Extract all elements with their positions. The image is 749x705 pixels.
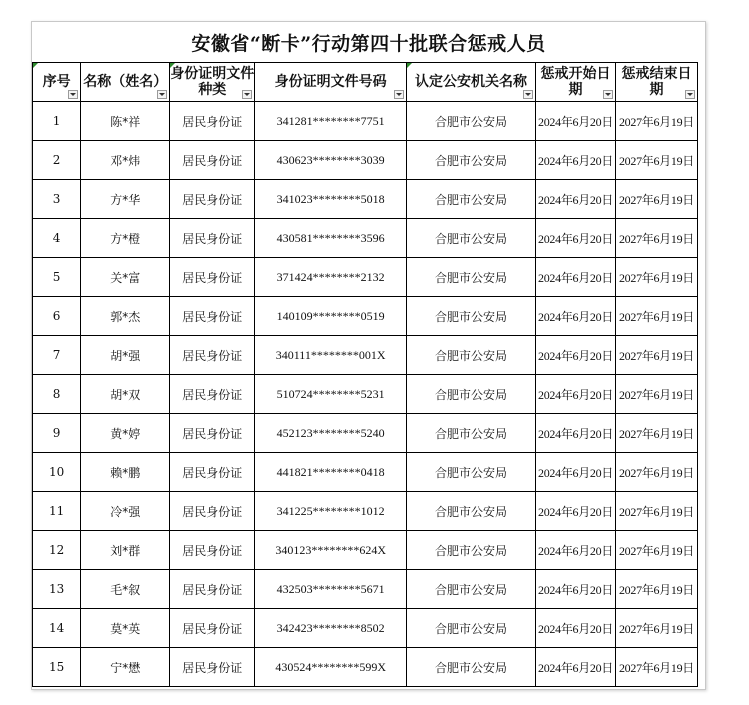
- cell-name[interactable]: 刘*群: [81, 531, 170, 570]
- cell-agency[interactable]: 合肥市公安局: [406, 609, 535, 648]
- cell-agency[interactable]: 合肥市公安局: [406, 375, 535, 414]
- cell-id-type[interactable]: 居民身份证: [170, 336, 255, 375]
- cell-agency[interactable]: 合肥市公安局: [406, 180, 535, 219]
- cell-id-number[interactable]: 340111********001X: [255, 336, 407, 375]
- filter-dropdown-icon[interactable]: [603, 90, 613, 99]
- header-seq-label: 序号: [42, 74, 71, 90]
- cell-start-date[interactable]: 2024年6月20日: [536, 336, 616, 375]
- header-start-date: [536, 63, 616, 102]
- cell-start-date[interactable]: 2024年6月20日: [536, 258, 616, 297]
- header-id-number: [255, 63, 407, 102]
- cell-start-date[interactable]: 2024年6月20日: [536, 609, 616, 648]
- cell-seq[interactable]: 11: [33, 492, 81, 531]
- corner-indicator-icon: [33, 63, 38, 68]
- cell-seq[interactable]: 1: [33, 102, 81, 141]
- cell-start-date[interactable]: 2024年6月20日: [536, 375, 616, 414]
- cell-name[interactable]: 莫*英: [81, 609, 170, 648]
- cell-agency[interactable]: 合肥市公安局: [406, 141, 535, 180]
- cell-id-type[interactable]: 居民身份证: [170, 141, 255, 180]
- cell-agency[interactable]: 合肥市公安局: [406, 570, 535, 609]
- cell-end-date[interactable]: 2027年6月19日: [615, 219, 697, 258]
- cell-seq[interactable]: 3: [33, 180, 81, 219]
- cell-id-type[interactable]: 居民身份证: [170, 453, 255, 492]
- cell-agency[interactable]: 合肥市公安局: [406, 453, 535, 492]
- cell-start-date[interactable]: 2024年6月20日: [536, 102, 616, 141]
- filter-dropdown-icon[interactable]: [242, 90, 252, 99]
- cell-start-date[interactable]: 2024年6月20日: [536, 453, 616, 492]
- cell-agency[interactable]: 合肥市公安局: [406, 492, 535, 531]
- header-id-type-label: 身份证明文件种类: [170, 66, 255, 98]
- cell-end-date[interactable]: 2027年6月19日: [615, 297, 697, 336]
- cell-seq[interactable]: 8: [33, 375, 81, 414]
- cell-seq[interactable]: 2: [33, 141, 81, 180]
- header-row: [33, 63, 698, 102]
- table-row: [33, 648, 698, 687]
- cell-start-date[interactable]: 2024年6月20日: [536, 219, 616, 258]
- cell-end-date[interactable]: 2027年6月19日: [615, 102, 697, 141]
- header-id-type: [170, 63, 255, 102]
- table-row: [33, 609, 698, 648]
- corner-indicator-icon: [170, 63, 175, 68]
- filter-dropdown-icon[interactable]: [157, 90, 167, 99]
- cell-name[interactable]: 冷*强: [81, 492, 170, 531]
- cell-start-date[interactable]: 2024年6月20日: [536, 297, 616, 336]
- table-row: [33, 453, 698, 492]
- cell-name[interactable]: 宁*懋: [81, 648, 170, 687]
- cell-seq[interactable]: 9: [33, 414, 81, 453]
- cell-start-date[interactable]: 2024年6月20日: [536, 531, 616, 570]
- corner-indicator-icon: [407, 63, 412, 68]
- header-name-label: 名称（姓名）: [83, 74, 168, 90]
- cell-id-number[interactable]: 430623********3039: [255, 141, 407, 180]
- header-start-date-label: 惩戒开始日期: [540, 66, 611, 98]
- cell-seq[interactable]: 6: [33, 297, 81, 336]
- cell-name[interactable]: 关*富: [81, 258, 170, 297]
- table-row: [33, 531, 698, 570]
- cell-name[interactable]: 胡*强: [81, 336, 170, 375]
- cell-id-type[interactable]: 居民身份证: [170, 531, 255, 570]
- cell-seq[interactable]: 7: [33, 336, 81, 375]
- table-body: [33, 102, 698, 687]
- table-row: [33, 414, 698, 453]
- table-row: [33, 570, 698, 609]
- cell-seq[interactable]: 14: [33, 609, 81, 648]
- table-row: [33, 336, 698, 375]
- cell-id-number[interactable]: 342423********8502: [255, 609, 407, 648]
- cell-id-number[interactable]: 341023********5018: [255, 180, 407, 219]
- cell-id-type[interactable]: 居民身份证: [170, 180, 255, 219]
- cell-end-date[interactable]: 2027年6月19日: [615, 375, 697, 414]
- cell-name[interactable]: 胡*双: [81, 375, 170, 414]
- cell-end-date[interactable]: 2027年6月19日: [615, 492, 697, 531]
- cell-end-date[interactable]: 2027年6月19日: [615, 531, 697, 570]
- table-row: [33, 180, 698, 219]
- cell-end-date[interactable]: 2027年6月19日: [615, 336, 697, 375]
- cell-id-number[interactable]: 432503********5671: [255, 570, 407, 609]
- cell-name[interactable]: 黄*婷: [81, 414, 170, 453]
- filter-dropdown-icon[interactable]: [68, 90, 78, 99]
- table-row: [33, 492, 698, 531]
- header-agency: [406, 63, 535, 102]
- cell-id-type[interactable]: 居民身份证: [170, 375, 255, 414]
- cell-id-type[interactable]: 居民身份证: [170, 414, 255, 453]
- cell-id-type[interactable]: 居民身份证: [170, 258, 255, 297]
- cell-id-number[interactable]: 371424********2132: [255, 258, 407, 297]
- cell-name[interactable]: 方*华: [81, 180, 170, 219]
- cell-end-date[interactable]: 2027年6月19日: [615, 609, 697, 648]
- cell-end-date[interactable]: 2027年6月19日: [615, 258, 697, 297]
- cell-end-date[interactable]: 2027年6月19日: [615, 141, 697, 180]
- filter-dropdown-icon[interactable]: [685, 90, 695, 99]
- cell-seq[interactable]: 15: [33, 648, 81, 687]
- cell-agency[interactable]: 合肥市公安局: [406, 258, 535, 297]
- filter-dropdown-icon[interactable]: [523, 90, 533, 99]
- cell-id-number[interactable]: 340123********624X: [255, 531, 407, 570]
- cell-id-type[interactable]: 居民身份证: [170, 219, 255, 258]
- cell-id-type[interactable]: 居民身份证: [170, 297, 255, 336]
- cell-id-number[interactable]: 341225********1012: [255, 492, 407, 531]
- table-row: [33, 375, 698, 414]
- cell-id-number[interactable]: 452123********5240: [255, 414, 407, 453]
- table-row: [33, 102, 698, 141]
- cell-id-number[interactable]: 430524********599X: [255, 648, 407, 687]
- header-id-number-label: 身份证明文件号码: [274, 74, 387, 90]
- cell-seq[interactable]: 13: [33, 570, 81, 609]
- header-agency-label: 认定公安机关名称: [415, 74, 528, 90]
- cell-seq[interactable]: 4: [33, 219, 81, 258]
- header-end-date: [615, 63, 697, 102]
- header-end-date-label: 惩戒结束日期: [621, 66, 692, 98]
- cell-start-date[interactable]: 2024年6月20日: [536, 492, 616, 531]
- table-row: [33, 297, 698, 336]
- cell-id-number[interactable]: 341281********7751: [255, 102, 407, 141]
- cell-start-date[interactable]: 2024年6月20日: [536, 648, 616, 687]
- cell-name[interactable]: 毛*叙: [81, 570, 170, 609]
- header-name: [81, 63, 170, 102]
- cell-id-number[interactable]: 430581********3596: [255, 219, 407, 258]
- cell-start-date[interactable]: 2024年6月20日: [536, 570, 616, 609]
- cell-seq[interactable]: 10: [33, 453, 81, 492]
- cell-id-type[interactable]: 居民身份证: [170, 102, 255, 141]
- cell-id-type[interactable]: 居民身份证: [170, 648, 255, 687]
- cell-agency[interactable]: 合肥市公安局: [406, 414, 535, 453]
- cell-name[interactable]: 方*橙: [81, 219, 170, 258]
- cell-start-date[interactable]: 2024年6月20日: [536, 414, 616, 453]
- table-row: [33, 219, 698, 258]
- cell-id-number[interactable]: 510724********5231: [255, 375, 407, 414]
- cell-seq[interactable]: 5: [33, 258, 81, 297]
- cell-agency[interactable]: 合肥市公安局: [406, 336, 535, 375]
- cell-end-date[interactable]: 2027年6月19日: [615, 180, 697, 219]
- cell-agency[interactable]: 合肥市公安局: [406, 297, 535, 336]
- table-row: [33, 258, 698, 297]
- cell-name[interactable]: 陈*祥: [81, 102, 170, 141]
- cell-id-type[interactable]: 居民身份证: [170, 570, 255, 609]
- cell-agency[interactable]: 合肥市公安局: [406, 648, 535, 687]
- sheet-title: 安徽省“断卡”行动第四十批联合惩戒人员: [191, 32, 546, 55]
- cell-start-date[interactable]: 2024年6月20日: [536, 180, 616, 219]
- cell-end-date[interactable]: 2027年6月19日: [615, 648, 697, 687]
- cell-name[interactable]: 郭*杰: [81, 297, 170, 336]
- cell-name[interactable]: 邓*炜: [81, 141, 170, 180]
- cell-agency[interactable]: 合肥市公安局: [406, 102, 535, 141]
- cell-agency[interactable]: 合肥市公安局: [406, 219, 535, 258]
- table-row: [33, 141, 698, 180]
- cell-start-date[interactable]: 2024年6月20日: [536, 141, 616, 180]
- punishment-table: [32, 62, 698, 687]
- header-seq: [33, 63, 81, 102]
- cell-id-number[interactable]: 140109********0519: [255, 297, 407, 336]
- cell-id-number[interactable]: 441821********0418: [255, 453, 407, 492]
- cell-end-date[interactable]: 2027年6月19日: [615, 414, 697, 453]
- cell-id-type[interactable]: 居民身份证: [170, 492, 255, 531]
- cell-id-type[interactable]: 居民身份证: [170, 609, 255, 648]
- cell-agency[interactable]: 合肥市公安局: [406, 531, 535, 570]
- cell-end-date[interactable]: 2027年6月19日: [615, 570, 697, 609]
- cell-name[interactable]: 赖*鹏: [81, 453, 170, 492]
- cell-end-date[interactable]: 2027年6月19日: [615, 453, 697, 492]
- filter-dropdown-icon[interactable]: [394, 90, 404, 99]
- spreadsheet-sheet: [31, 21, 706, 690]
- cell-seq[interactable]: 12: [33, 531, 81, 570]
